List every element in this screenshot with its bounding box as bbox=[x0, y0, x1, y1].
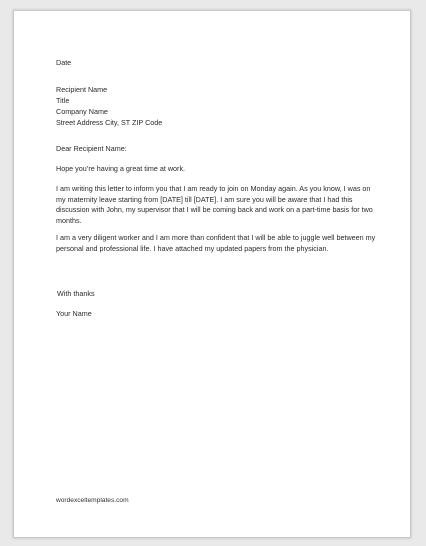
salutation: Dear Recipient Name: bbox=[56, 144, 127, 153]
street-address: Street Address City, ST ZIP Code bbox=[56, 118, 163, 127]
document-page bbox=[13, 10, 411, 538]
greeting-line: Hope you’re having a great time at work. bbox=[56, 164, 186, 173]
signature-name: Your Name bbox=[56, 309, 92, 318]
letter-date: Date bbox=[56, 58, 72, 67]
closing-line: With thanks bbox=[57, 289, 95, 298]
recipient-name: Recipient Name bbox=[56, 85, 108, 94]
footer-website: wordexceltemplates.com bbox=[56, 497, 129, 504]
paragraph-two: I am a very diligent worker and I am more than confident that I will be able to juggle well between my personal and professional life. I have attached my updated papers from the physician. bbox=[56, 233, 376, 253]
recipient-title: Title bbox=[56, 96, 70, 105]
paragraph-one: I am writing this letter to inform you that I am ready to join on Monday again. As you know, I was on my maternity leave starting from [DATE] till [DATE]. I am sure you will be aware that I had this discussion with John, my supervisor that I will be coming back and work on a part-time basis for two months. bbox=[56, 184, 373, 225]
company-name: Company Name bbox=[56, 107, 108, 116]
